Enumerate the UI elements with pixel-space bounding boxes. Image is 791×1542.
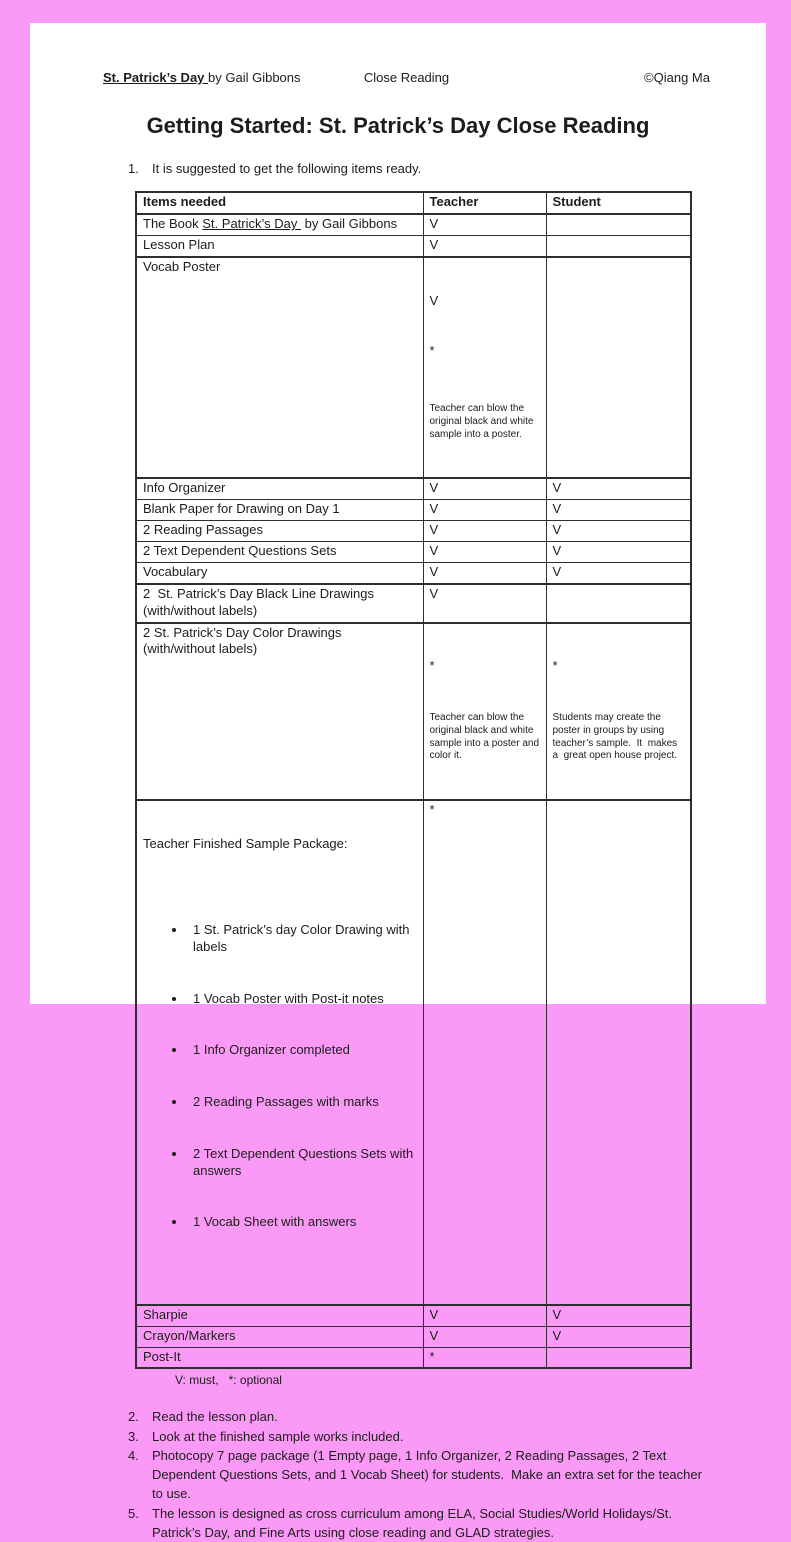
column-header-items: Items needed xyxy=(136,192,423,214)
student-cell: V xyxy=(546,1326,691,1347)
item-cell: Sharpie xyxy=(136,1305,423,1326)
table-row xyxy=(136,584,691,623)
step-number: 4. xyxy=(128,1447,139,1463)
teacher-mark: * xyxy=(429,658,435,674)
teacher-cell xyxy=(423,257,546,478)
teacher-cell: V xyxy=(423,500,546,521)
bullet-list xyxy=(143,888,417,1266)
student-cell xyxy=(546,584,691,623)
table-row xyxy=(136,257,691,478)
student-cell: V xyxy=(546,1305,691,1326)
table-row xyxy=(136,214,691,235)
item-text: by Gail Gibbons xyxy=(301,216,398,232)
document-page xyxy=(30,23,766,1540)
header-center: Close Reading xyxy=(363,70,450,85)
step-text: Read the lesson plan. xyxy=(152,1409,278,1425)
intro-item xyxy=(128,159,710,178)
bullet-item: • 1 Vocab Sheet with answers xyxy=(187,1214,417,1231)
teacher-mark: V xyxy=(429,292,439,308)
item-cell: Lesson Plan xyxy=(136,236,423,257)
teacher-cell: V xyxy=(423,236,546,257)
student-cell xyxy=(546,800,691,1305)
item-cell: Blank Paper for Drawing on Day 1 xyxy=(136,500,423,521)
teacher-cell: V xyxy=(423,214,546,235)
item-cell: Vocab Poster xyxy=(136,257,423,478)
student-cell: V xyxy=(546,541,691,562)
teacher-mark: * xyxy=(429,343,435,359)
step-number: 5. xyxy=(128,1505,139,1521)
teacher-cell xyxy=(423,623,546,800)
item-cell: 2 St. Patrick’s Day Color Drawings (with/without labels) xyxy=(136,623,423,800)
student-cell: V xyxy=(546,500,691,521)
student-cell: V xyxy=(546,562,691,583)
bullet-item: • 1 Vocab Poster with Post-it notes xyxy=(187,991,417,1008)
student-cell: V xyxy=(546,478,691,499)
table-row xyxy=(136,562,691,583)
teacher-cell: V xyxy=(423,478,546,499)
step-text: The lesson is designed as cross curriculum among ELA, Social Studies/World Holidays/St. Patrick’s Day, and Fine Arts using close reading and GLAD strategies. xyxy=(152,1505,676,1540)
table-row xyxy=(136,478,691,499)
cell-note: Teacher can blow the original black and white sample into a poster and color it. xyxy=(429,711,542,762)
table-row xyxy=(136,541,691,562)
step-text: Photocopy 7 page package (1 Empty page, 1 Info Organizer, 2 Reading Passages, 2 Text Dependent Questions Sets, and 1 Vocab Sheet) for students. Make an extra set for the teacher to use. xyxy=(152,1447,706,1502)
item-cell: Info Organizer xyxy=(136,478,423,499)
legend-note: V: must, *: optional xyxy=(175,1373,282,1388)
item-cell: 2 Text Dependent Questions Sets xyxy=(136,541,423,562)
table-row xyxy=(136,623,691,800)
step-text: It is suggested to get the following items ready. xyxy=(152,161,422,177)
item-cell: Vocabulary xyxy=(136,562,423,583)
column-header-student: Student xyxy=(546,192,691,214)
step-item xyxy=(128,1407,716,1426)
step-item xyxy=(128,1446,716,1504)
table-row xyxy=(136,521,691,542)
item-cell: Crayon/Markers xyxy=(136,1326,423,1347)
teacher-cell: V xyxy=(423,1305,546,1326)
item-text: The Book xyxy=(143,216,203,232)
book-title-text: St. Patrick’s Day xyxy=(103,70,209,85)
table-row xyxy=(136,1305,691,1326)
step-text: Look at the finished sample works included. xyxy=(152,1428,404,1444)
teacher-cell: V xyxy=(423,541,546,562)
table-row xyxy=(136,800,691,1305)
item-cell xyxy=(136,214,423,235)
teacher-cell: * xyxy=(423,1347,546,1368)
item-underlined-text: St. Patrick’s Day xyxy=(202,216,301,232)
teacher-cell: V xyxy=(423,584,546,623)
student-mark: * xyxy=(552,658,558,674)
bullet-item: • 1 Info Organizer completed xyxy=(187,1042,417,1059)
bullet-item: • 2 Reading Passages with marks xyxy=(187,1094,417,1111)
step-item xyxy=(128,1504,716,1542)
step-number: 3. xyxy=(128,1428,139,1444)
student-cell xyxy=(546,1347,691,1368)
header-left xyxy=(103,70,364,86)
student-cell xyxy=(546,236,691,257)
item-text: Teacher Finished Sample Package: xyxy=(143,835,348,851)
book-author-text: by Gail Gibbons xyxy=(208,70,301,85)
page-header xyxy=(103,70,710,86)
item-cell xyxy=(136,800,423,1305)
table-row xyxy=(136,1347,691,1368)
cell-note: Teacher can blow the original black and white sample into a poster. xyxy=(429,403,537,440)
table-row xyxy=(136,1326,691,1347)
steps-list xyxy=(128,1407,716,1542)
table-row xyxy=(136,500,691,521)
cell-note: Students may create the poster in groups by using teacher’s sample. It makes a great open house project. xyxy=(552,711,680,762)
item-cell: Post-It xyxy=(136,1347,423,1368)
step-number: 2. xyxy=(128,1409,139,1425)
page-title: Getting Started: St. Patrick’s Day Close Reading xyxy=(146,112,650,138)
teacher-cell: * xyxy=(423,800,546,1305)
step-number: 1. xyxy=(128,161,139,177)
table-header-row xyxy=(136,192,691,214)
student-cell: V xyxy=(546,521,691,542)
student-cell xyxy=(546,214,691,235)
teacher-cell: V xyxy=(423,521,546,542)
item-cell: 2 Reading Passages xyxy=(136,521,423,542)
step-item xyxy=(128,1427,716,1446)
header-copyright: ©Qiang Ma xyxy=(644,70,710,85)
table-row xyxy=(136,236,691,257)
column-header-teacher: Teacher xyxy=(423,192,546,214)
bullet-item: • 2 Text Dependent Questions Sets with answers xyxy=(187,1146,417,1180)
item-cell: 2 St. Patrick’s Day Black Line Drawings (with/without labels) xyxy=(136,584,423,623)
teacher-cell: V xyxy=(423,1326,546,1347)
bullet-item: • 1 St. Patrick’s day Color Drawing with labels xyxy=(187,922,417,956)
items-table xyxy=(135,191,692,1369)
student-cell xyxy=(546,623,691,800)
teacher-cell: V xyxy=(423,562,546,583)
student-cell xyxy=(546,257,691,478)
